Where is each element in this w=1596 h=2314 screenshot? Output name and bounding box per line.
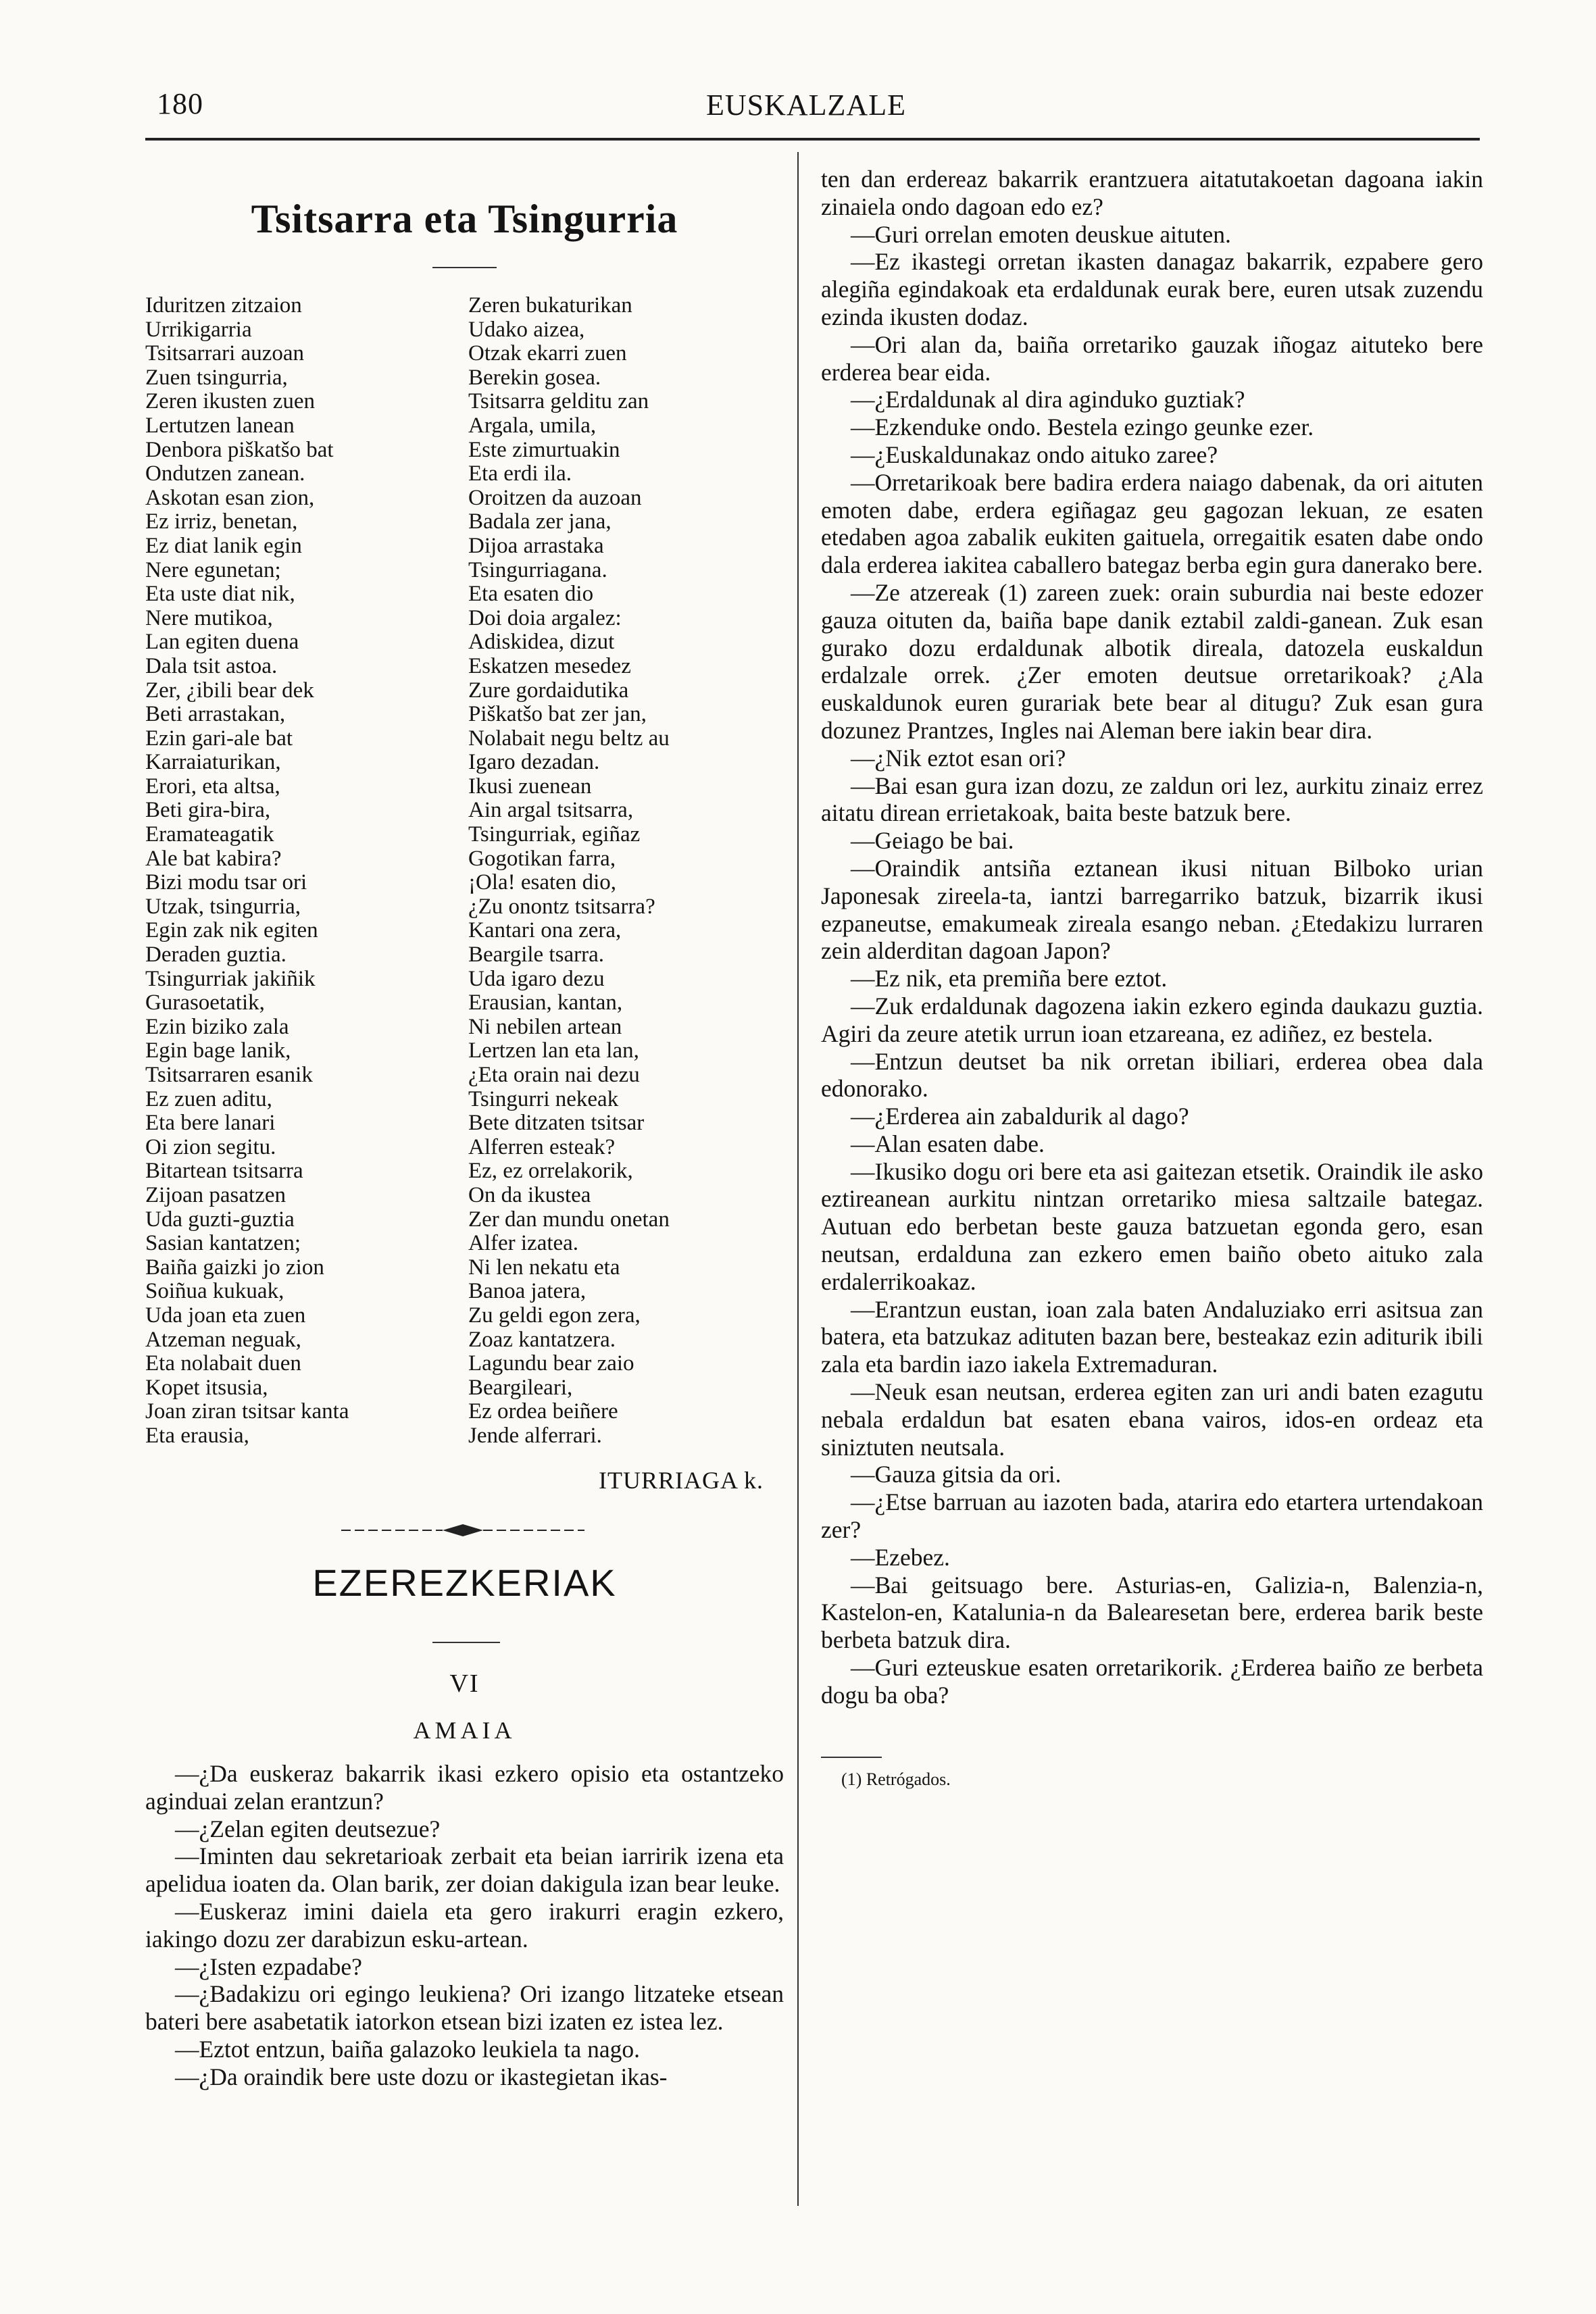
poem-line: Uda guzti-guztia [145, 1207, 295, 1232]
dialogue-paragraph: —Eztot entzun, baiña galazoko leukiela ta nago. [175, 2035, 641, 2063]
poem-line: ¿Eta orain nai dezu [468, 1063, 640, 1087]
poem-line: Doi doia argalez: [468, 605, 622, 630]
poem-title: Tsitsarra eta Tsingurria [251, 197, 678, 241]
poem-line: Egin zak nik egiten [145, 918, 318, 943]
poem-line: Piškatšo bat zer jan, [468, 702, 647, 727]
poem-line: Lagundu bear zaio [468, 1351, 634, 1376]
poem-line: Gogotikan farra, [468, 846, 616, 871]
poem-line: Igaro dezadan. [468, 750, 600, 775]
poem-line: Tsitsarrari auzoan [145, 341, 304, 366]
dialogue-paragraph: —Neuk esan neutsan, erderea egiten zan uri andi baten ezagutu nebala erdaldun bat esaten ebana vairos, idos-en ordeaz eta siniztuten neutsala. [821, 1378, 1483, 1461]
dialogue-paragraph: —Ori alan da, baiña orretariko gauzak iñogaz aituteko bere erderea bear eida. [821, 330, 1483, 386]
poem-line: Atzeman neguak, [145, 1327, 301, 1352]
dialogue-paragraph: —Ezkenduke ondo. Bestela ezingo geunke ezer. [851, 413, 1314, 441]
poem-line: Bizi modu tsar ori [145, 870, 307, 895]
poem-line: Ain argal tsitsarra, [468, 798, 634, 823]
poem-line: Beti arrastakan, [145, 702, 286, 727]
poem-line: Dala tsit astoa. [145, 653, 278, 678]
poem-line: Udako aizea, [468, 317, 585, 342]
dialogue-paragraph: —Geiago be bai. [851, 827, 1014, 855]
poem-line: Dijoa arrastaka [468, 533, 604, 558]
poem-line: Tsingurriak, egiñaz [468, 822, 641, 847]
poem-line: Ni len nekatu eta [468, 1255, 620, 1280]
dialogue-paragraph: —¿Da oraindik bere uste dozu or ikastegietan ikas- [175, 2063, 668, 2090]
poem-line: Zoaz kantatzera. [468, 1327, 616, 1352]
poem-line: Jende alferrari. [468, 1423, 602, 1448]
right-column [821, 166, 1483, 1790]
poem-line: Argala, umila, [468, 413, 597, 438]
poem-line: Joan ziran tsitsar kanta [145, 1399, 349, 1424]
poem-line: Ez diat lanik egin [145, 533, 302, 558]
dialogue-paragraph: —Gauza gitsia da ori. [851, 1461, 1062, 1488]
section-ornament [341, 1520, 584, 1540]
poem-line: Lertzen lan eta lan, [468, 1038, 639, 1063]
running-title: EUSKALZALE [706, 89, 906, 122]
poem-line: Alfer izatea. [468, 1231, 579, 1256]
dialogue-paragraph: —Guri ezteuskue esaten orretarikorik. ¿Erderea baiño ze berbeta dogu ba oba? [821, 1654, 1483, 1709]
poem-line: Zu geldi egon zera, [468, 1303, 641, 1328]
poem-line: Urrikigarria [145, 317, 252, 342]
dialogue-paragraph: —Ze atzereak (1) zareen zuek: orain suburdia nai beste edozer gauza oituten da, baiña bape danik eztabil zaldi-ganean. Zuk esan gurako dozu erdaldunak albotik direala, datozela euskaldun erdalzale orrek. ¿Zer emoten deutsue orretarikoak? ¿Ala euskaldunok euren gurariak bete bear al ditugu? Zuk esan gura dozunez Prantzes, Ingles nai Aleman bere iakin bear dira. [821, 578, 1483, 744]
section-rule [432, 1642, 500, 1643]
poem-line: Lertutzen lanean [145, 413, 295, 438]
poem-line: Beargileari, [468, 1375, 573, 1400]
poem-line: Karraiaturikan, [145, 750, 281, 775]
chapter-subtitle: AMAIA [413, 1717, 516, 1744]
header-rule [145, 138, 1480, 141]
poem-line: Tsitsarraren esanik [145, 1063, 313, 1087]
poem-line: Askotan esan zion, [145, 485, 315, 510]
dialogue-paragraph: —Ez ikastegi orretan ikasten danagaz bakarrik, ezpabere gero alegiña egindakoak eta erdaldunak eurak bere, euren utsak zuzendu ezinda ikusten dodaz. [821, 248, 1483, 330]
poem-line: Zure gordaidutika [468, 678, 629, 703]
poem-line: Bitartean tsitsarra [145, 1159, 303, 1184]
poem-signature: ITURRIAGA k. [599, 1467, 764, 1494]
chapter-number: VI [449, 1669, 480, 1698]
poem-line: Ikusi zuenean [468, 774, 592, 799]
poem-line: Ondutzen zanean. [145, 461, 305, 486]
poem-line: Ez irriz, benetan, [145, 509, 298, 534]
poem-line: Otzak ekarri zuen [468, 341, 627, 366]
poem-line: Deraden guztia. [145, 942, 286, 967]
dialogue-paragraph: —Bai geitsuago bere. Asturias-en, Galizia-n, Balenzia-n, Kastelon-en, Katalunia-n da Balearesetan bere, erderea barik beste berbeta batzuk dira. [821, 1571, 1483, 1654]
poem-line: Erausian, kantan, [468, 990, 623, 1015]
poem-line: Eta bere lanari [145, 1111, 276, 1136]
poem-line: Ezin biziko zala [145, 1014, 289, 1039]
poem-left-column [145, 294, 349, 1449]
poem-line: Ez ordea beiñere [468, 1399, 618, 1424]
dialogue-paragraph: —¿Erderea ain zabaldurik al dago? [851, 1103, 1189, 1130]
poem-right-column [468, 294, 670, 1449]
dialogue-paragraph: —Zuk erdaldunak dagozena iakin ezkero eginda daukazu guztia. Agiri da zeure atetik urrun ioan etzareana, ez adiñez, ez bestela. [821, 992, 1483, 1047]
dialogue-paragraph: —Iminten dau sekretarioak zerbait eta beian iarririk izena eta apelidua ioaten da. Olan barik, zer doian dakigula izan bear leuke. [145, 1842, 784, 1898]
poem-line: Utzak, tsingurria, [145, 894, 301, 919]
left-prose [145, 1760, 784, 2091]
poem-line: Tsingurriak jakiñik [145, 966, 316, 991]
poem-line: ¡Ola! esaten dio, [468, 870, 616, 895]
right-prose [821, 166, 1483, 1709]
poem-line: Eta erdi ila. [468, 461, 572, 486]
dialogue-paragraph: —Oraindik antsiña eztanean ikusi nituan Bilboko urian Japonesak zireela-ta, iantzi barregarriko batzuk, bizarrik ikusi ezpaneutse, emakumeak zireala esango neban. ¿Etedakizu lurraren zein alderditan dagoan Japon? [821, 854, 1483, 965]
poem-line: Ez zuen aditu, [145, 1086, 272, 1111]
dialogue-paragraph: —Ez nik, eta premiña bere eztot. [851, 965, 1168, 992]
dialogue-paragraph: —¿Erdaldunak al dira aginduko guztiak? [851, 386, 1245, 413]
poem-line: Lan egiten duena [145, 630, 299, 655]
dialogue-paragraph: —Bai esan gura izan dozu, ze zaldun ori lez, aurkitu zinaiz errez aitatu direan errietakoak, baita beste batzuk bere. [821, 772, 1483, 827]
dialogue-paragraph: —Guri orrelan emoten deuskue aituten. [851, 220, 1231, 248]
dialogue-paragraph: —¿Isten ezpadabe? [175, 1953, 362, 1980]
poem-line: Tsitsarra gelditu zan [468, 389, 649, 414]
poem-line: Adiskidea, dizut [468, 630, 615, 655]
poem-line: Este zimurtuakin [468, 437, 620, 462]
poem-line: Zeren bukaturikan [468, 293, 632, 318]
poem-line: Ale bat kabira? [145, 846, 282, 871]
poem-line: Gurasoetatik, [145, 990, 265, 1015]
dialogue-paragraph: —¿Zelan egiten deutsezue? [175, 1815, 441, 1842]
dialogue-paragraph: —¿Etse barruan au iazoten bada, atarira edo etartera urtendakoan zer? [821, 1488, 1483, 1544]
poem-line: Berekin gosea. [468, 365, 601, 390]
poem-line: Ezin gari-ale bat [145, 726, 293, 751]
poem-line: Oroitzen da auzoan [468, 485, 642, 510]
poem-line: Ni nebilen artean [468, 1014, 622, 1039]
poem-line: Egin bage lanik, [145, 1038, 291, 1063]
poem-line: Zijoan pasatzen [145, 1182, 286, 1207]
poem-line: Eta esaten dio [468, 582, 594, 607]
dialogue-paragraph: —Ikusiko dogu ori bere eta asi gaitezan etsetik. Oraindik ile asko eztireanean aurkitu nintzan orretariko miesa saltzaile bategaz. Autuan edo berbetan beste gauza batzuetan egonda gero, esan neutsan, erdalduna zan ezkero emen baiño obeto aituko zala erdalerrikoakaz. [821, 1157, 1483, 1295]
dialogue-paragraph: ten dan erdereaz bakarrik erantzuera aitatutakoetan dagoana iakin zinaiela ondo dagoan edo ez? [821, 166, 1483, 220]
poem-line: Zeren ikusten zuen [145, 389, 316, 414]
dialogue-paragraph: —Ezebez. [851, 1543, 950, 1571]
poem-line: Erori, eta altsa, [145, 774, 280, 799]
poem-line: Nere mutikoa, [145, 605, 273, 630]
poem-line: Zer, ¿ibili bear dek [145, 678, 314, 703]
poem-line: On da ikustea [468, 1182, 591, 1207]
page-number: 180 [157, 87, 203, 120]
poem-line: Eramateagatik [145, 822, 274, 847]
poem-line: Beti gira-bira, [145, 798, 271, 823]
poem-line: Nolabait negu beltz au [468, 726, 670, 751]
poem-line: Soiñua kukuak, [145, 1279, 284, 1304]
poem-line: Eta nolabait duen [145, 1351, 301, 1376]
dialogue-paragraph: —Orretarikoak bere badira erdera naiago dabenak, da ori aituten emoten dabe, erdera egiñagaz geu gagozan lekuan, ze esaten etedaben agoa zabalik eukiten gaituela, orregaitik esaten dabe ondo dala erderea iakitea caballero bategaz berba egin gura danerako bere. [821, 468, 1483, 579]
poem-line: Beargile tsarra. [468, 942, 604, 967]
dialogue-paragraph: —Euskeraz imini daiela eta gero irakurri eragin ezkero, iakingo dozu zer darabizun esku-artean. [145, 1897, 784, 1953]
dialogue-paragraph: —¿Nik eztot esan ori? [851, 744, 1066, 772]
poem-line: Zuen tsingurria, [145, 365, 288, 390]
poem-line: Ez, ez orrelakorik, [468, 1159, 633, 1184]
poem-line: Uda joan eta zuen [145, 1303, 306, 1328]
column-divider [797, 152, 799, 2206]
poem-line: Eta uste diat nik, [145, 582, 295, 607]
poem-body [145, 294, 784, 1483]
dialogue-paragraph: —Erantzun eustan, ioan zala baten Andaluziako erri asitsua zan batera, eta batzukaz adituten bazan bere, besteakaz ezin aditurik ibili zala eta bardin iazo iakela Extremaduran. [821, 1295, 1483, 1378]
poem-line: ¿Zu onontz tsitsarra? [468, 894, 655, 919]
poem-line: Sasian kantatzen; [145, 1231, 301, 1256]
poem-line: Alferren esteak? [468, 1134, 616, 1159]
poem-line: Oi zion segitu. [145, 1134, 276, 1159]
dialogue-paragraph: —Entzun deutset ba nik orretan ibiliari, erderea obea dala edonorako. [821, 1047, 1483, 1103]
poem-line: Badala zer jana, [468, 509, 612, 534]
poem-line: Denbora piškatšo bat [145, 437, 334, 462]
poem-line: Tsingurri nekeak [468, 1086, 619, 1111]
poem-line: Bete ditzaten tsitsar [468, 1111, 645, 1136]
poem-line: Kantari ona zera, [468, 918, 622, 943]
poem-line: Zer dan mundu onetan [468, 1207, 670, 1232]
dialogue-paragraph: —¿Euskaldunakaz ondo aituko zaree? [851, 441, 1218, 468]
poem-line: Nere egunetan; [145, 557, 281, 582]
title-rule [432, 267, 497, 268]
dialogue-paragraph: —¿Da euskeraz bakarrik ikasi ezkero opisio eta ostantzeko aginduai zelan erantzun? [145, 1760, 784, 1815]
poem-line: Eta erausia, [145, 1423, 249, 1448]
dialogue-paragraph: —¿Badakizu ori egingo leukiena? Ori izango litzateke etsean bateri bere asabetatik iatorkon etsean bizi izaten ez istea lez. [145, 1980, 784, 2036]
poem-line: Eskatzen mesedez [468, 653, 631, 678]
poem-line: Baiña gaizki jo zion [145, 1255, 324, 1280]
section-title: EZEREZKERIAK [312, 1561, 617, 1604]
left-column [145, 169, 784, 2090]
footnote-rule [821, 1757, 882, 1758]
poem-line: Kopet itsusia, [145, 1375, 268, 1400]
poem-line: Banoa jatera, [468, 1279, 587, 1304]
footnote: (1) Retrógados. [841, 1769, 951, 1789]
poem-line: Iduritzen zitzaion [145, 293, 302, 318]
dialogue-paragraph: —Alan esaten dabe. [851, 1130, 1045, 1157]
poem-line: Uda igaro dezu [468, 966, 605, 991]
poem-line: Tsingurriagana. [468, 557, 607, 582]
